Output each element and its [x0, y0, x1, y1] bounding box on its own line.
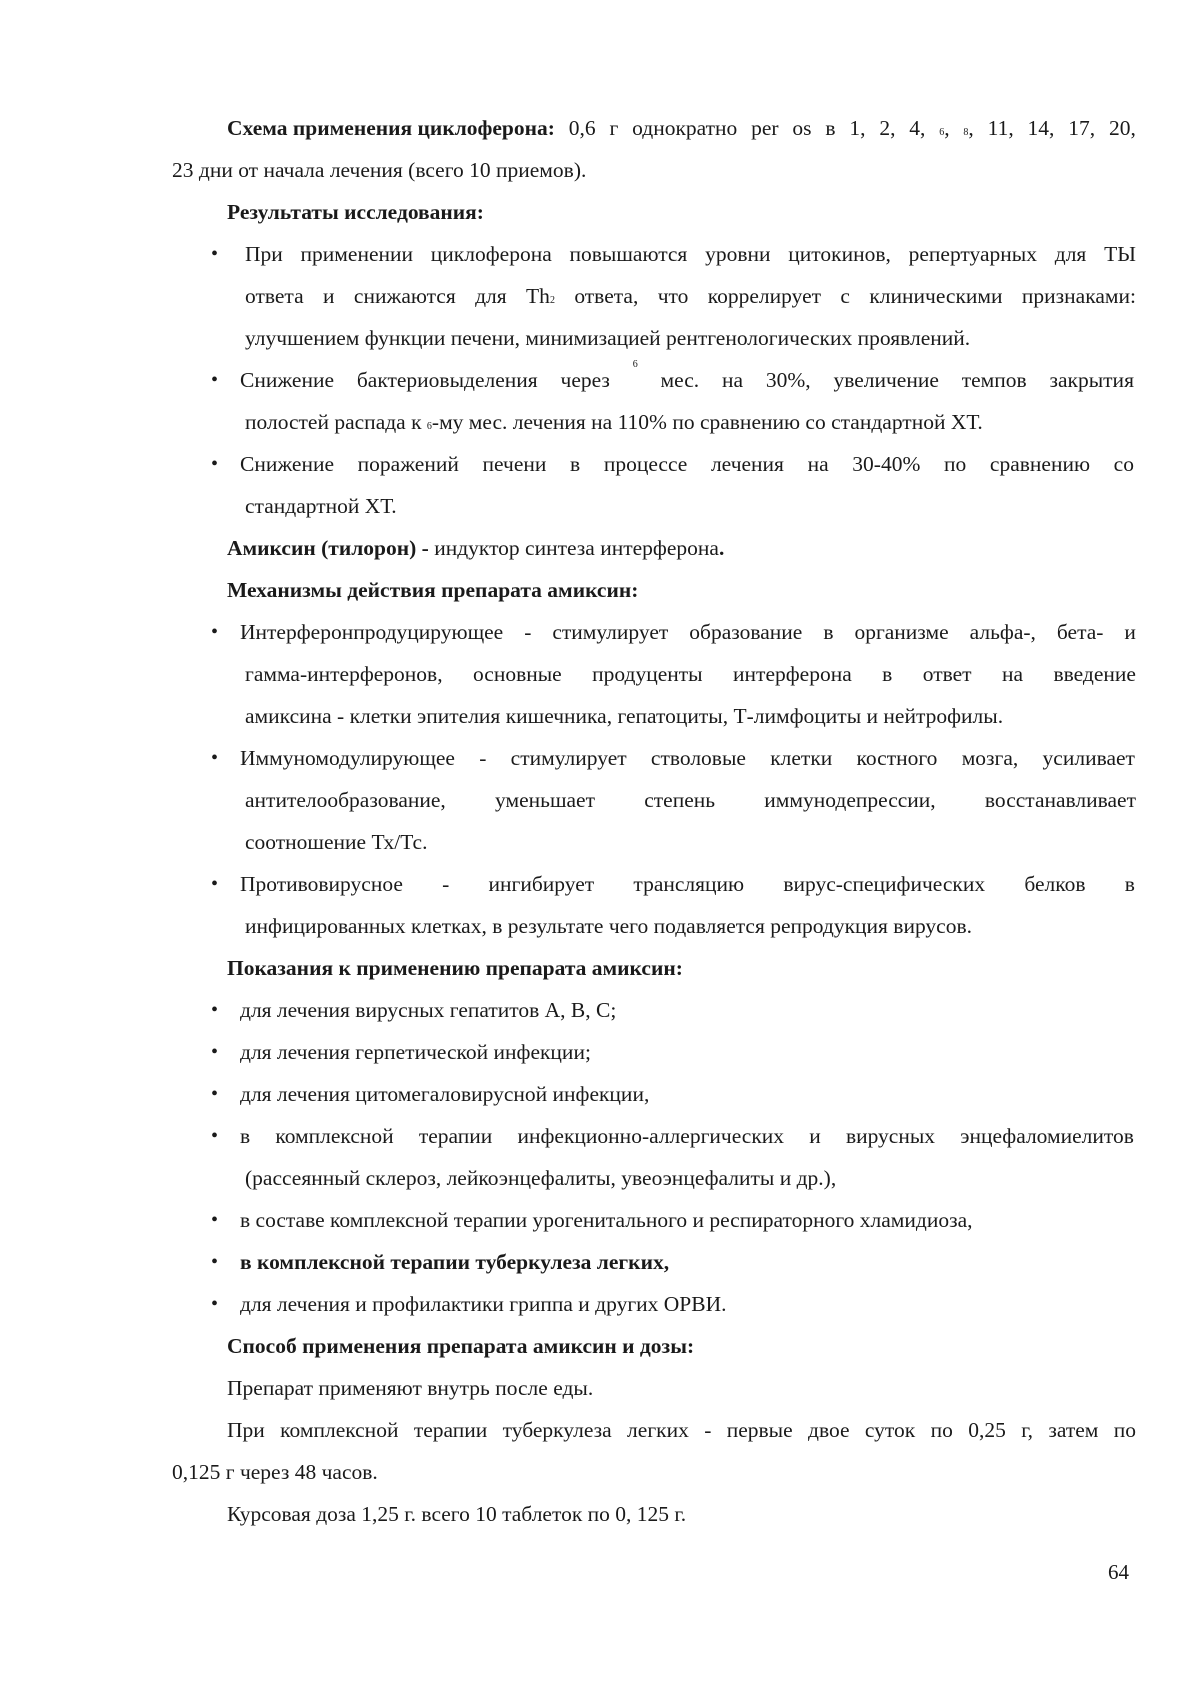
- scheme-label: Схема применения циклоферона:: [227, 116, 555, 140]
- word: процессе: [603, 452, 688, 476]
- word: -: [479, 746, 487, 770]
- mechanisms-m2-line-3: соотношение Тх/Тс.: [245, 830, 428, 854]
- scheme-word: 0,6: [568, 116, 596, 140]
- word: При: [227, 1418, 265, 1442]
- word: через: [560, 368, 610, 392]
- bullet: •: [211, 873, 219, 895]
- word: легких: [627, 1418, 689, 1442]
- word: в: [882, 662, 893, 686]
- word: на: [721, 368, 744, 392]
- word: в: [570, 452, 581, 476]
- word: клиническими: [869, 284, 1003, 308]
- word: поражений: [357, 452, 459, 476]
- scheme-line-2: 23 дни от начала лечения (всего 10 приемов).: [172, 158, 587, 182]
- word: для: [475, 284, 507, 308]
- scheme-word: 11,: [987, 116, 1014, 140]
- word: уменьшает: [495, 788, 595, 812]
- bullet: •: [211, 243, 219, 265]
- b2-text-a: полостей распада к: [245, 410, 422, 434]
- scheme-word: однократно: [632, 116, 738, 140]
- word: Иммуномодулирующее: [240, 746, 455, 770]
- word: трансляцию: [633, 872, 745, 896]
- mechanisms-heading: Механизмы действия препарата амиксин:: [227, 578, 639, 602]
- bullet: •: [211, 1251, 219, 1273]
- dosage-paragraph-3: Курсовая доза 1,25 г. всего 10 таблеток по 0, 125 г.: [227, 1502, 687, 1526]
- word: повышаются: [569, 242, 688, 266]
- word: Снижение: [240, 452, 335, 476]
- word: бактериовыделения: [356, 368, 538, 392]
- results-b1-line-2: [245, 276, 1136, 317]
- word: усиливает: [1042, 746, 1135, 770]
- th2: [526, 276, 555, 317]
- scheme-word: 17,: [1068, 116, 1096, 140]
- word: гамма-интерферонов,: [245, 662, 443, 686]
- word: с: [840, 284, 850, 308]
- word: признаками:: [1021, 284, 1136, 308]
- word: со: [1113, 452, 1134, 476]
- results-b1-line-3: улучшением функции печени, минимизацией рентгенологических проявлений.: [245, 326, 971, 350]
- scheme-word: 2,: [879, 116, 896, 140]
- word: ответ: [922, 662, 972, 686]
- indications-heading: Показания к применению препарата амиксин:: [227, 956, 683, 980]
- mechanisms-m1-line-3: амиксина - клетки эпителия кишечника, гепатоциты, Т-лимфоциты и нейтрофилы.: [245, 704, 1004, 728]
- b2-text-b: -му мес. лечения на 110% по сравнению со стандартной ХТ.: [431, 410, 983, 434]
- scheme-word: 20,: [1108, 116, 1136, 140]
- results-b2-line-2: [245, 402, 983, 443]
- mechanisms-m3-line-2: инфицированных клетках, в результате чего подавляется репродукция вирусов.: [245, 914, 972, 938]
- word: первые: [726, 1418, 793, 1442]
- word: в: [823, 620, 834, 644]
- scheme-sep: ,: [968, 116, 974, 140]
- dosage-paragraph-2-line-2: 0,125 г через 48 часов.: [172, 1460, 378, 1484]
- word: 30%,: [765, 368, 811, 392]
- word: и: [1124, 620, 1136, 644]
- word: темпов: [961, 368, 1027, 392]
- bullet: •: [211, 453, 219, 475]
- word: терапии: [413, 1418, 488, 1442]
- word: Противовирусное: [240, 872, 403, 896]
- word: в: [1124, 872, 1135, 896]
- word: сравнению: [989, 452, 1091, 476]
- word: энцефаломиелитов: [960, 1124, 1134, 1148]
- word: терапии: [418, 1124, 493, 1148]
- word: ответа,: [574, 284, 639, 308]
- word: закрытия: [1049, 368, 1134, 392]
- mechanisms-m1-line-2: [245, 654, 1136, 695]
- scheme-word: в: [825, 116, 836, 140]
- amiksin-title-dot: .: [718, 536, 725, 560]
- bullet: •: [211, 369, 219, 391]
- indication-item-4-line-1: [240, 1116, 1134, 1157]
- small-six: 6: [632, 359, 638, 370]
- word: применении: [300, 242, 414, 266]
- word: образование: [689, 620, 803, 644]
- word: восстанавливает: [984, 788, 1136, 812]
- word: по: [944, 452, 967, 476]
- results-b1-line-1: [245, 234, 1136, 275]
- dosage-paragraph-2-line-1: [227, 1410, 1136, 1451]
- word: мозга,: [961, 746, 1019, 770]
- results-b3-line-1: [240, 444, 1134, 485]
- word: что: [657, 284, 689, 308]
- bullet: •: [211, 1293, 219, 1315]
- word: стволовые: [650, 746, 746, 770]
- word: на: [1001, 662, 1024, 686]
- word: затем: [1048, 1418, 1099, 1442]
- bullet: •: [211, 1083, 219, 1105]
- word: белков: [1024, 872, 1086, 896]
- word: ингибирует: [488, 872, 595, 896]
- word: стимулирует: [552, 620, 669, 644]
- word: печени: [482, 452, 547, 476]
- scheme-word: 1,: [849, 116, 866, 140]
- word: двое: [808, 1418, 850, 1442]
- scheme-eight: 8: [963, 127, 969, 138]
- word: костного: [856, 746, 938, 770]
- word: репертуарных: [908, 242, 1037, 266]
- word: вирусных: [845, 1124, 936, 1148]
- word: 0,25: [968, 1418, 1006, 1442]
- scheme-word: 14,: [1027, 116, 1055, 140]
- scheme-word: г: [609, 116, 619, 140]
- th-subscript: 2: [549, 295, 555, 306]
- page-number: 64: [1108, 1560, 1129, 1584]
- word: на: [807, 452, 829, 476]
- scheme-word: per: [751, 116, 779, 140]
- scheme-word: os: [792, 116, 812, 140]
- mechanisms-m3-line-1: [240, 864, 1135, 905]
- indication-item: для лечения вирусных гепатитов А, В, С;: [240, 998, 617, 1022]
- word: Интерферонпродуцирующее: [240, 620, 504, 644]
- word: введение: [1053, 662, 1136, 686]
- word: по: [1113, 1418, 1136, 1442]
- word: 30-40%: [852, 452, 921, 476]
- scheme-day-six: [939, 108, 949, 149]
- word: основные: [473, 662, 562, 686]
- word: ТЫ: [1104, 242, 1136, 266]
- word: уровни: [705, 242, 771, 266]
- word: г,: [1021, 1418, 1033, 1442]
- word: комплексной: [280, 1418, 399, 1442]
- indication-item: в составе комплексной терапии урогенитального и респираторного хламидиоза,: [240, 1208, 973, 1232]
- amiksin-title-bold: Амиксин (тилорон) -: [227, 536, 429, 560]
- word: степень: [644, 788, 716, 812]
- word: коррелирует: [707, 284, 822, 308]
- word: цитокинов,: [788, 242, 891, 266]
- indication-item: для лечения цитомегаловирусной инфекции,: [240, 1082, 650, 1106]
- dosage-paragraph-1: Препарат применяют внутрь после еды.: [227, 1376, 594, 1400]
- bullet: •: [211, 1125, 219, 1147]
- mechanisms-m2-line-2: [245, 780, 1136, 821]
- word: для: [1054, 242, 1087, 266]
- word: антителообразование,: [245, 788, 446, 812]
- word: стимулирует: [510, 746, 627, 770]
- scheme-sep: ,: [944, 116, 950, 140]
- scheme-six: 6: [939, 127, 945, 138]
- word: увеличение: [833, 368, 939, 392]
- results-b2-line-1: [240, 360, 1134, 401]
- word: лечения: [710, 452, 784, 476]
- indication-item: для лечения герпетической инфекции;: [240, 1040, 591, 1064]
- word: ответа: [245, 284, 304, 308]
- word: клетки: [770, 746, 833, 770]
- bullet: •: [211, 621, 219, 643]
- word: вирус-специфических: [783, 872, 986, 896]
- mechanisms-m1-line-1: [240, 612, 1136, 653]
- word: и: [323, 284, 335, 308]
- bullet: •: [211, 999, 219, 1021]
- word: комплексной: [275, 1124, 394, 1148]
- word: и: [809, 1124, 821, 1148]
- word: -: [442, 872, 450, 896]
- word: альфа-,: [969, 620, 1036, 644]
- bullet: •: [211, 1209, 219, 1231]
- word: иммунодепрессии,: [764, 788, 936, 812]
- word: интерферона: [733, 662, 852, 686]
- word: мес.: [660, 368, 700, 392]
- mechanisms-m2-line-1: [240, 738, 1135, 779]
- scheme-day-eight: [963, 108, 973, 149]
- word: по: [930, 1418, 953, 1442]
- th-text: Th: [526, 284, 550, 308]
- word: -: [704, 1418, 712, 1442]
- amiksin-title: [227, 528, 724, 569]
- word: продуценты: [592, 662, 703, 686]
- word: циклоферона: [430, 242, 552, 266]
- word: Снижение: [240, 368, 335, 392]
- amiksin-title-rest: индуктор синтеза интерферона: [434, 536, 719, 560]
- dosage-heading: Способ применения препарата амиксин и дозы:: [227, 1334, 695, 1358]
- word: -: [524, 620, 532, 644]
- indication-item-bold: в комплексной терапии туберкулеза легких,: [240, 1250, 670, 1274]
- indication-item: для лечения и профилактики гриппа и других ОРВИ.: [240, 1292, 727, 1316]
- results-b3-line-2: стандартной ХТ.: [245, 494, 397, 518]
- results-heading: Результаты исследования:: [227, 200, 484, 224]
- word: бета-: [1056, 620, 1104, 644]
- word: суток: [864, 1418, 916, 1442]
- bullet: •: [211, 1041, 219, 1063]
- word: организме: [854, 620, 949, 644]
- word: При: [245, 242, 283, 266]
- word: снижаются: [353, 284, 456, 308]
- bullet: •: [211, 747, 219, 769]
- scheme-line-1: [227, 108, 1136, 149]
- word: туберкулеза: [502, 1418, 612, 1442]
- word: инфекционно-аллергических: [517, 1124, 785, 1148]
- small-six: 6: [426, 421, 432, 432]
- word: в: [240, 1124, 251, 1148]
- indication-item-4-line-2: (рассеянный склероз, лейкоэнцефалиты, увеоэнцефалиты и др.),: [245, 1166, 837, 1190]
- scheme-word: 4,: [909, 116, 926, 140]
